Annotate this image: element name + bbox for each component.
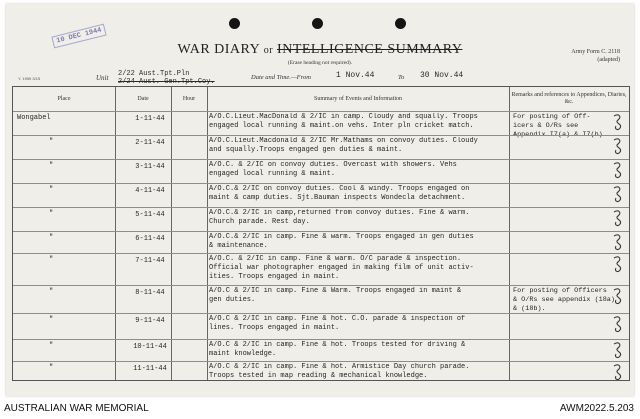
initials-signature-icon bbox=[611, 160, 625, 180]
column-header-date: Date bbox=[137, 95, 149, 102]
initials-signature-icon bbox=[611, 112, 625, 132]
initials-signature-icon bbox=[611, 362, 625, 382]
summary-cell: A/O.C.Lieut.MacDonald & 2/IC in camp. Cloudy and squally. Troops engaged local running & maint.on vehs. Inter pln cricket match. bbox=[209, 113, 478, 130]
place-cell: " bbox=[49, 364, 54, 372]
summary-cell: A/O.C.& 2/IC on convoy duties. Cool & windy. Troops engaged on maint & camp duties. Sjt.Bauman inspects Wondecla detachment. bbox=[209, 185, 470, 202]
place-cell: Wongabel bbox=[17, 114, 51, 122]
footer-bar bbox=[0, 398, 640, 419]
row-divider bbox=[13, 207, 629, 208]
initials-signature-icon bbox=[611, 314, 625, 334]
table-row bbox=[13, 285, 629, 313]
place-cell: " bbox=[49, 288, 54, 296]
unit-value bbox=[118, 70, 215, 86]
date-cell: 9-11-44 bbox=[135, 317, 165, 325]
remarks-cell: For posting of Officers & O/Rs see appendix (18a) & (18b). bbox=[513, 287, 615, 313]
date-cell: 1-11-44 bbox=[135, 115, 165, 123]
table-row bbox=[13, 361, 629, 380]
summary-cell: A/O.C. & 2/IC in camp. Fine & warm. O/C parade & inspection. Official war photographer engaged in making film of unit activ- ities. Troops engaged in maint. bbox=[209, 255, 474, 281]
column-header-place: Place bbox=[57, 95, 71, 102]
initials-signature-icon bbox=[611, 286, 625, 306]
table-row bbox=[13, 253, 629, 285]
initials-signature-icon bbox=[611, 254, 625, 274]
summary-cell: A/O.C.Lieut.Macdonald & 2/IC Mr.Mathams on convoy duties. Cloudy and squally.Troops engaged gen duties & maint. bbox=[209, 137, 478, 154]
table-row bbox=[13, 183, 629, 207]
row-divider bbox=[13, 313, 629, 314]
table-row bbox=[13, 231, 629, 253]
date-time-label: Date and Time.—From bbox=[251, 74, 311, 81]
unit-line: 2/22 Aust.Tpt.Pln bbox=[118, 70, 190, 78]
column-header-remarks: Remarks and references to Appendices, Diaries, &c. bbox=[511, 92, 627, 105]
army-form-number: Army Form C. 2118 bbox=[571, 49, 620, 55]
summary-cell: A/O.C.& 2/IC in camp,returned from convoy duties. Fine & warm. Church parade. Rest day. bbox=[209, 209, 470, 226]
table-row bbox=[13, 111, 629, 139]
row-divider bbox=[13, 135, 629, 136]
row-divider bbox=[13, 339, 629, 340]
place-cell: " bbox=[49, 162, 54, 170]
column-header-hour: Hour bbox=[182, 95, 196, 102]
date-cell: 4-11-44 bbox=[135, 187, 165, 195]
place-cell: " bbox=[49, 210, 54, 218]
page-title bbox=[6, 42, 634, 58]
summary-cell: A/O.C & 2/IC in camp. Fine & hot. C.O. parade & inspection of lines. Troops engaged in maint. bbox=[209, 315, 466, 332]
footer-institution: AUSTRALIAN WAR MEMORIAL bbox=[4, 403, 149, 414]
title-or: or bbox=[263, 45, 274, 56]
row-divider bbox=[13, 285, 629, 286]
date-stamp: 10 DEC 1944 bbox=[51, 24, 107, 49]
place-cell: " bbox=[49, 138, 54, 146]
date-cell: 3-11-44 bbox=[135, 163, 165, 171]
place-cell: " bbox=[49, 256, 54, 264]
unit-label: Unit bbox=[96, 74, 109, 82]
date-cell: 10-11-44 bbox=[133, 343, 167, 351]
place-cell: " bbox=[49, 342, 54, 350]
date-cell: 5-11-44 bbox=[135, 211, 165, 219]
date-cell: 6-11-44 bbox=[135, 235, 165, 243]
row-divider bbox=[13, 111, 629, 112]
summary-cell: A/O.C. & 2/IC on convoy duties. Overcast with showers. Vehs engaged local running & maint. bbox=[209, 161, 457, 178]
table-row bbox=[13, 207, 629, 231]
summary-cell: A/O.C.& 2/IC in camp. Fine & warm. Troops engaged in gen duties & maintenance. bbox=[209, 233, 474, 250]
place-cell: " bbox=[49, 316, 54, 324]
date-cell: 7-11-44 bbox=[135, 257, 165, 265]
summary-cell: A/O.C & 2/IC in camp. Fine & hot. Armistice Day church parade. Troops tested in map reading & mechanical knowledge. bbox=[209, 363, 470, 380]
initials-signature-icon bbox=[611, 184, 625, 204]
table-row bbox=[13, 339, 629, 361]
footer-accession-number: AWM2022.5.203 bbox=[559, 403, 634, 414]
row-divider bbox=[13, 183, 629, 184]
row-divider bbox=[13, 253, 629, 254]
unit-line: 2/24 Aust. Gen.Tpt.Coy. bbox=[118, 78, 215, 86]
column-header-summary: Summary of Events and Information bbox=[314, 95, 402, 102]
punch-hole bbox=[312, 18, 323, 29]
row-divider bbox=[13, 159, 629, 160]
date-cell: 2-11-44 bbox=[135, 139, 165, 147]
punch-hole bbox=[395, 18, 406, 29]
table-row bbox=[13, 135, 629, 159]
diary-page bbox=[6, 4, 634, 396]
title-war-diary: WAR DIARY bbox=[177, 42, 260, 57]
title-note: (Erase heading not required). bbox=[287, 60, 353, 66]
place-cell: " bbox=[49, 186, 54, 194]
date-cell: 8-11-44 bbox=[135, 289, 165, 297]
initials-signature-icon bbox=[611, 208, 625, 228]
table-row bbox=[13, 159, 629, 183]
row-divider bbox=[13, 231, 629, 232]
initials-signature-icon bbox=[611, 136, 625, 156]
table-header bbox=[13, 87, 629, 112]
army-form-ref bbox=[571, 48, 620, 64]
army-form-note: (adapted) bbox=[597, 57, 620, 63]
remarks-cell: For posting of Off- icers & O/Rs see Appendix I7(a) & I7(b) bbox=[513, 113, 603, 139]
row-divider bbox=[13, 361, 629, 362]
date-cell: 11-11-44 bbox=[133, 365, 167, 373]
punch-hole bbox=[229, 18, 240, 29]
from-date: 1 Nov.44 bbox=[336, 71, 375, 80]
place-cell: " bbox=[49, 234, 54, 242]
form-code: Y. 1959 3/15 bbox=[18, 76, 41, 81]
summary-cell: A/O.C & 2/IC in camp. Fine & hot. Troops tested for driving & maint knowledge. bbox=[209, 341, 466, 358]
initials-signature-icon bbox=[611, 340, 625, 360]
to-date: 30 Nov.44 bbox=[420, 71, 464, 80]
summary-cell: A/O.C & 2/IC in camp. Fine & Warm. Troops engaged in maint & gen duties. bbox=[209, 287, 462, 304]
initials-signature-icon bbox=[611, 232, 625, 252]
title-intelligence-summary: INTELLIGENCE SUMMARY bbox=[277, 42, 463, 57]
diary-table bbox=[12, 86, 630, 381]
to-label: To bbox=[398, 74, 405, 81]
table-row bbox=[13, 313, 629, 339]
